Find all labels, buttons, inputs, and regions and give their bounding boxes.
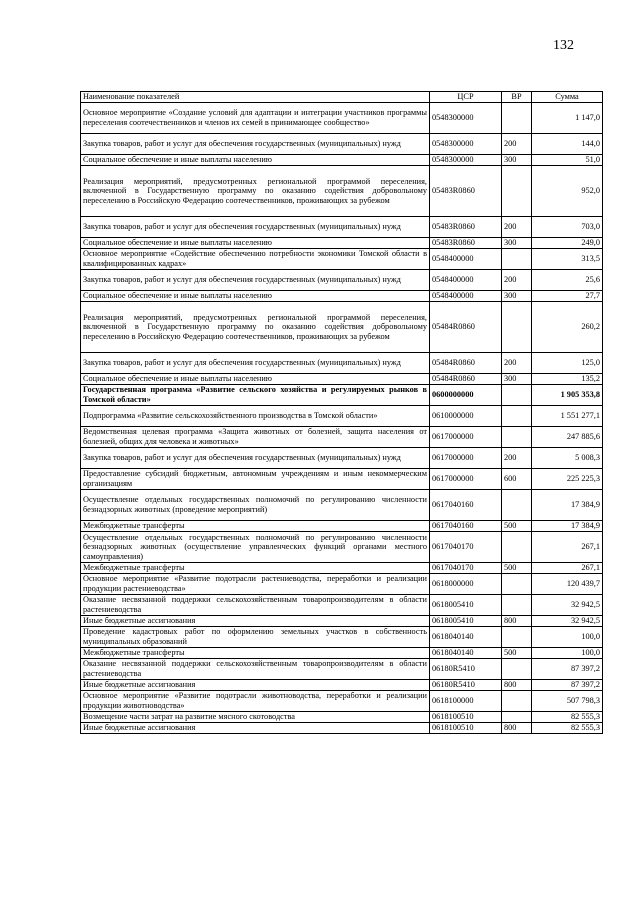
cell-csr: 0618100510 (430, 723, 502, 734)
header-sum: Сумма (532, 92, 603, 103)
cell-sum: 507 798,3 (532, 691, 603, 712)
cell-sum: 25,6 (532, 270, 603, 291)
cell-csr: 05484R0860 (430, 302, 502, 353)
cell-vr: 300 (502, 291, 532, 302)
cell-vr: 500 (502, 648, 532, 659)
cell-vr: 300 (502, 374, 532, 385)
cell-name: Закупка товаров, работ и услуг для обеспечения государственных (муниципальных) нужд (81, 217, 430, 238)
cell-sum: 260,2 (532, 302, 603, 353)
budget-table (80, 91, 603, 734)
cell-name: Иные бюджетные ассигнования (81, 680, 430, 691)
cell-csr: 0618100510 (430, 712, 502, 723)
table-row (81, 406, 603, 427)
table-row (81, 448, 603, 469)
cell-csr: 0617040170 (430, 563, 502, 574)
cell-sum: 82 555,3 (532, 723, 603, 734)
table-row (81, 427, 603, 448)
cell-name: Основное мероприятие «Содействие обеспечению потребности экономики Томской области в квалифицированных кадрах» (81, 249, 430, 270)
cell-vr: 500 (502, 521, 532, 532)
cell-csr: 0618100000 (430, 691, 502, 712)
cell-csr: 0548300000 (430, 134, 502, 155)
cell-csr: 0548400000 (430, 270, 502, 291)
cell-sum: 27,7 (532, 291, 603, 302)
table-row (81, 270, 603, 291)
cell-csr: 0618040140 (430, 648, 502, 659)
page-number: 132 (553, 38, 574, 53)
cell-name: Осуществление отдельных государственных полномочий по регулированию численности безнадзорных животных (осуществление управленческих функций органами местного самоуправления) (81, 532, 430, 563)
cell-sum: 1 551 277,1 (532, 406, 603, 427)
cell-csr: 0618005410 (430, 616, 502, 627)
cell-name: Реализация мероприятий, предусмотренных региональной программой переселения, включенной в Государственную программу по оказанию содействия добровольному переселению в Российскую Федерацию соотечественников, проживающих за рубежом (81, 302, 430, 353)
cell-name: Межбюджетные трансферты (81, 563, 430, 574)
cell-sum: 1 147,0 (532, 103, 603, 134)
cell-sum: 32 942,5 (532, 595, 603, 616)
cell-csr: 05484R0860 (430, 374, 502, 385)
cell-name: Основное мероприятие «Развитие подотрасли животноводства, переработки и реализации продукции животноводства» (81, 691, 430, 712)
cell-sum: 125,0 (532, 353, 603, 374)
table-row (81, 595, 603, 616)
cell-sum: 703,0 (532, 217, 603, 238)
table-row (81, 627, 603, 648)
cell-name: Основное мероприятие «Создание условий для адаптации и интеграции участников программы переселения соотечественников и членов их семей в принимающее сообщество» (81, 103, 430, 134)
table-row (81, 103, 603, 134)
cell-vr (502, 574, 532, 595)
cell-vr: 300 (502, 155, 532, 166)
table-row (81, 723, 603, 734)
cell-name: Социальное обеспечение и иные выплаты населению (81, 374, 430, 385)
cell-csr: 06180R5410 (430, 680, 502, 691)
cell-vr (502, 166, 532, 217)
table-row (81, 659, 603, 680)
cell-vr: 800 (502, 723, 532, 734)
cell-sum: 225 225,3 (532, 469, 603, 490)
table-row (81, 217, 603, 238)
cell-sum: 100,0 (532, 627, 603, 648)
cell-csr: 0548400000 (430, 249, 502, 270)
cell-csr: 06180R5410 (430, 659, 502, 680)
cell-name: Закупка товаров, работ и услуг для обеспечения государственных (муниципальных) нужд (81, 353, 430, 374)
cell-name: Реализация мероприятий, предусмотренных региональной программой переселения, включенной в Государственную программу по оказанию содействия добровольному переселению в Российскую Федерацию соотечественников, проживающих за рубежом (81, 166, 430, 217)
cell-name: Ведомственная целевая программа «Защита животных от болезней, защита населения от болезней, общих для человека и животных» (81, 427, 430, 448)
cell-name: Социальное обеспечение и иные выплаты населению (81, 238, 430, 249)
cell-sum: 144,0 (532, 134, 603, 155)
table-row (81, 691, 603, 712)
cell-sum: 87 397,2 (532, 659, 603, 680)
cell-csr: 05483R0860 (430, 238, 502, 249)
table-row (81, 353, 603, 374)
cell-csr: 0617000000 (430, 427, 502, 448)
cell-vr: 800 (502, 616, 532, 627)
cell-csr: 0617040170 (430, 532, 502, 563)
cell-csr: 0610000000 (430, 406, 502, 427)
cell-sum: 267,1 (532, 532, 603, 563)
cell-name: Возмещение части затрат на развитие мясного скотоводства (81, 712, 430, 723)
cell-sum: 249,0 (532, 238, 603, 249)
cell-name: Иные бюджетные ассигнования (81, 616, 430, 627)
cell-sum: 313,5 (532, 249, 603, 270)
cell-csr: 0617000000 (430, 448, 502, 469)
cell-csr: 05483R0860 (430, 166, 502, 217)
table-row (81, 680, 603, 691)
cell-name: Проведение кадастровых работ по оформлению земельных участков в собственность муниципальных образований (81, 627, 430, 648)
table-row (81, 134, 603, 155)
cell-csr: 0548300000 (430, 155, 502, 166)
cell-name: Оказание несвязанной поддержки сельскохозяйственным товаропроизводителям в области растениеводства (81, 595, 430, 616)
cell-name: Закупка товаров, работ и услуг для обеспечения государственных (муниципальных) нужд (81, 134, 430, 155)
table-row (81, 385, 603, 406)
cell-sum: 135,2 (532, 374, 603, 385)
table-row (81, 712, 603, 723)
cell-vr (502, 490, 532, 521)
cell-vr (502, 712, 532, 723)
cell-csr: 0617040160 (430, 521, 502, 532)
table-row (81, 291, 603, 302)
cell-name: Государственная программа «Развитие сельского хозяйства и регулируемых рынков в Томской области» (81, 385, 430, 406)
cell-csr: 0548300000 (430, 103, 502, 134)
cell-sum: 1 905 353,8 (532, 385, 603, 406)
table-row (81, 469, 603, 490)
cell-vr (502, 385, 532, 406)
cell-vr: 200 (502, 217, 532, 238)
cell-vr: 200 (502, 353, 532, 374)
cell-vr: 500 (502, 563, 532, 574)
cell-csr: 0618040140 (430, 627, 502, 648)
cell-sum: 247 885,6 (532, 427, 603, 448)
cell-name: Предоставление субсидий бюджетным, автономным учреждениям и иным некоммерческим организациям (81, 469, 430, 490)
table-row (81, 532, 603, 563)
table-row (81, 374, 603, 385)
table-row (81, 616, 603, 627)
cell-name: Основное мероприятие «Развитие подотрасли растениеводства, переработки и реализации продукции растениеводства» (81, 574, 430, 595)
table-row (81, 166, 603, 217)
cell-vr: 300 (502, 238, 532, 249)
cell-name: Социальное обеспечение и иные выплаты населению (81, 291, 430, 302)
cell-sum: 82 555,3 (532, 712, 603, 723)
cell-csr: 0600000000 (430, 385, 502, 406)
cell-vr: 200 (502, 134, 532, 155)
cell-vr (502, 103, 532, 134)
table-row (81, 574, 603, 595)
table-row (81, 238, 603, 249)
cell-vr (502, 302, 532, 353)
cell-csr: 0548400000 (430, 291, 502, 302)
cell-vr (502, 659, 532, 680)
cell-csr: 0617000000 (430, 469, 502, 490)
table-body (81, 103, 603, 734)
cell-vr (502, 595, 532, 616)
cell-vr (502, 691, 532, 712)
cell-name: Закупка товаров, работ и услуг для обеспечения государственных (муниципальных) нужд (81, 270, 430, 291)
cell-name: Оказание несвязанной поддержки сельскохозяйственным товаропроизводителям в области растениеводства (81, 659, 430, 680)
table-header-row (81, 92, 603, 103)
cell-name: Подпрограмма «Развитие сельскохозяйственного производства в Томской области» (81, 406, 430, 427)
table-row (81, 521, 603, 532)
cell-name: Закупка товаров, работ и услуг для обеспечения государственных (муниципальных) нужд (81, 448, 430, 469)
table-row (81, 249, 603, 270)
table-row (81, 302, 603, 353)
cell-vr: 200 (502, 270, 532, 291)
cell-csr: 0618000000 (430, 574, 502, 595)
cell-csr: 0617040160 (430, 490, 502, 521)
table-row (81, 155, 603, 166)
cell-vr: 200 (502, 448, 532, 469)
cell-name: Межбюджетные трансферты (81, 648, 430, 659)
cell-vr (502, 627, 532, 648)
cell-vr: 600 (502, 469, 532, 490)
table-row (81, 563, 603, 574)
cell-sum: 267,1 (532, 563, 603, 574)
cell-sum: 17 384,9 (532, 521, 603, 532)
header-csr: ЦСР (430, 92, 502, 103)
cell-sum: 87 397,2 (532, 680, 603, 691)
cell-sum: 952,0 (532, 166, 603, 217)
cell-name: Социальное обеспечение и иные выплаты населению (81, 155, 430, 166)
cell-name: Осуществление отдельных государственных полномочий по регулированию численности безнадзорных животных (проведение мероприятий) (81, 490, 430, 521)
cell-vr (502, 532, 532, 563)
header-name: Наименование показателей (81, 92, 430, 103)
table-row (81, 648, 603, 659)
cell-name: Иные бюджетные ассигнования (81, 723, 430, 734)
cell-sum: 100,0 (532, 648, 603, 659)
cell-vr (502, 249, 532, 270)
cell-csr: 0618005410 (430, 595, 502, 616)
table-row (81, 490, 603, 521)
cell-sum: 5 008,3 (532, 448, 603, 469)
cell-sum: 32 942,5 (532, 616, 603, 627)
cell-vr: 800 (502, 680, 532, 691)
cell-sum: 17 384,9 (532, 490, 603, 521)
cell-name: Межбюджетные трансферты (81, 521, 430, 532)
cell-sum: 51,0 (532, 155, 603, 166)
cell-csr: 05483R0860 (430, 217, 502, 238)
header-vr: ВР (502, 92, 532, 103)
cell-vr (502, 427, 532, 448)
cell-sum: 120 439,7 (532, 574, 603, 595)
cell-vr (502, 406, 532, 427)
cell-csr: 05484R0860 (430, 353, 502, 374)
